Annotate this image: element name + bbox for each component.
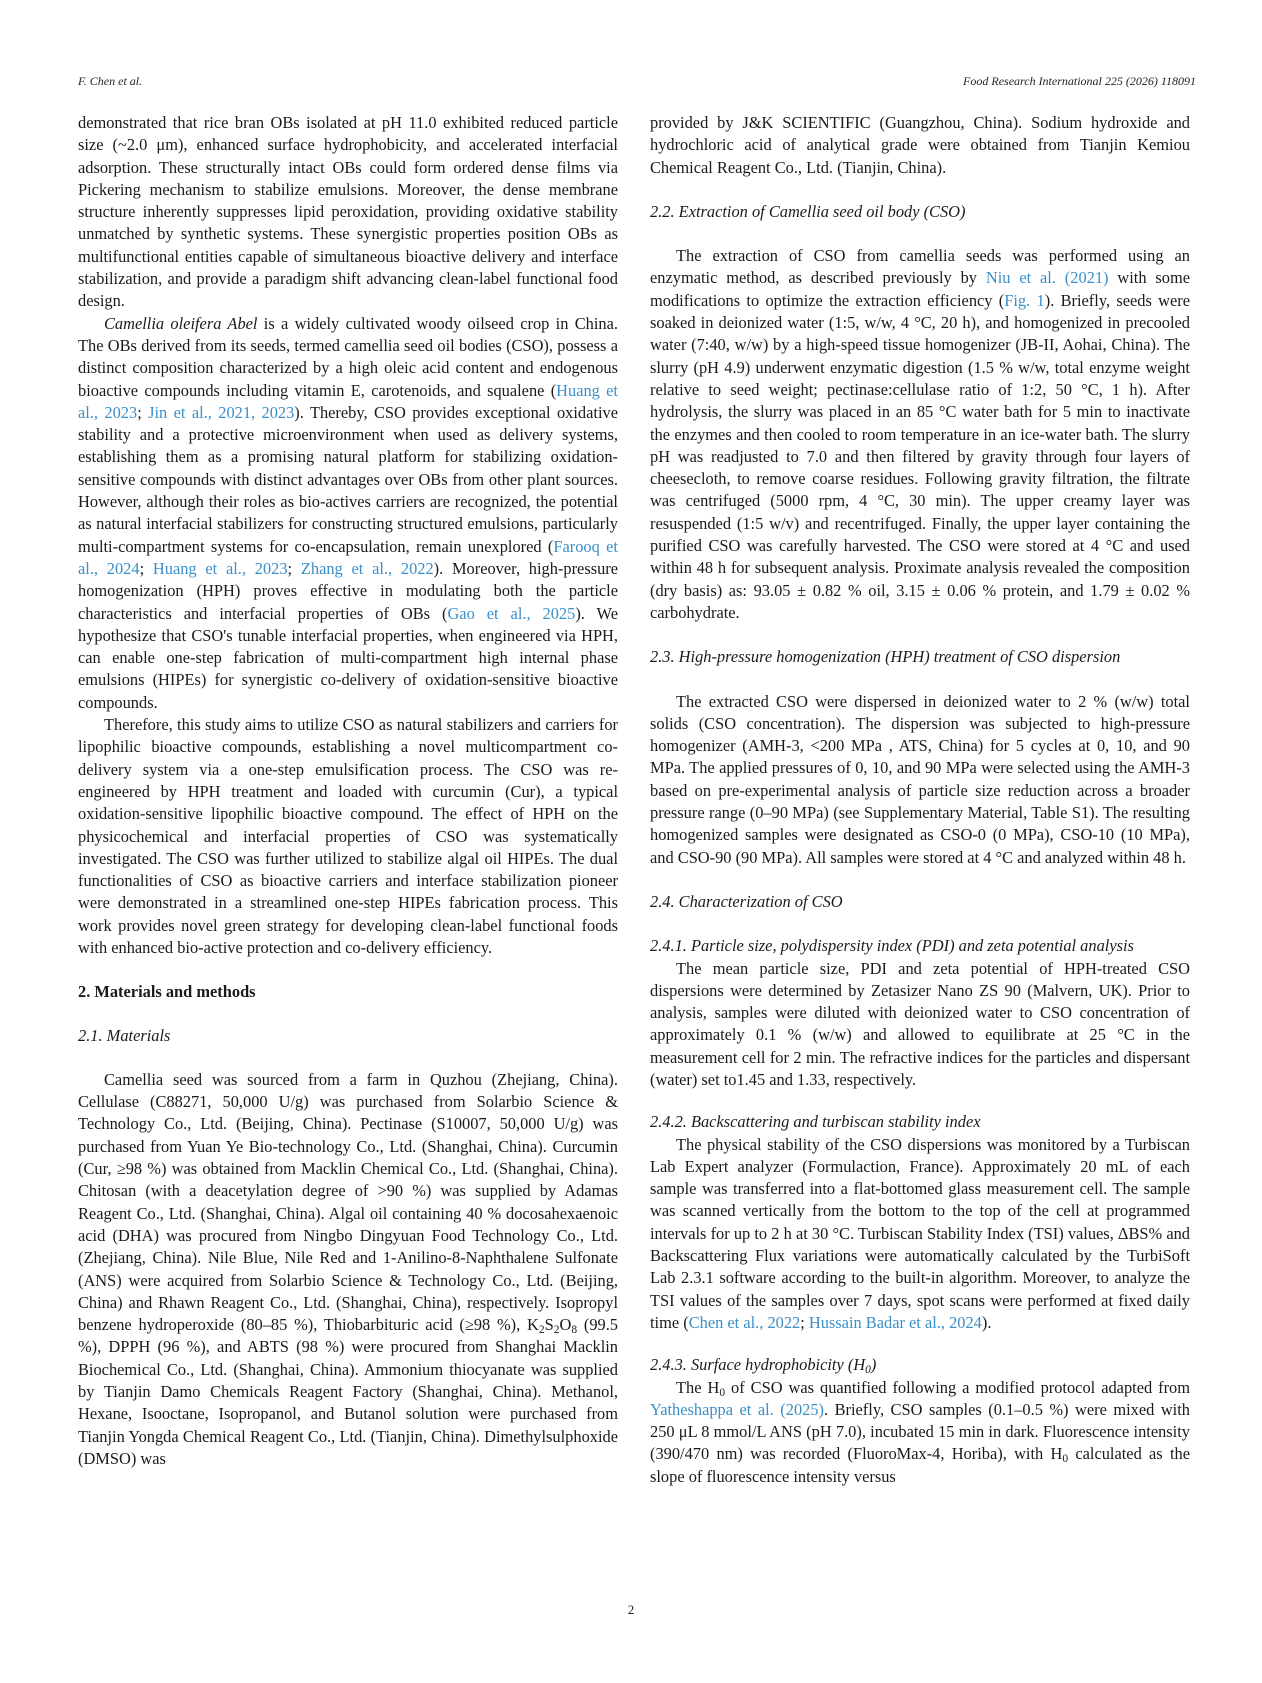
text: calculated as the slope of fluorescence intensity versus (650, 1444, 1190, 1486)
text: O (559, 1315, 572, 1335)
paragraph-hph: The extracted CSO were dispersed in deionized water to 2 % (w/w) total solids (CSO concentration). The dispersion was subjected to high-pressure homogenizer (AMH-3, <200 MPa , ATS, China) for 5 cycles at 0, 10, and 90 MPa. The applied pressures of 0, 10, and 90 MPa were selected using the AMH-3 based on pre-experimental analysis of particle size reduction across a broader pressure range (0–90 MPa) (see Supplementary Material, Table S1). The resulting homogenized samples were designated as CSO-0 (0 MPa), CSO-10 (10 MPa), and CSO-90 (90 MPa). All samples were stored at 4 °C and analyzed within 48 h. (650, 691, 1190, 867)
text: ; (137, 402, 149, 422)
paragraph-camellia (78, 313, 618, 714)
text: The physical stability of the CSO dispersions was monitored by a Turbiscan Lab Expert analyzer (Formulaction, France). Approximately 20 mL of each sample was transferred into a flat-bottomed glass measurement cell. The sample was scanned vertically from the bottom to the top of the cell at programmed intervals for up to 2 h at 30 °C. Turbiscan Stability Index (TSI) values, ΔBS% and Backscattering Flux variations were automatically calculated by the TurbiSoft Lab 2.3.1 software according to the built-in algorithm. Moreover, to analyze the TSI values of the samples over 7 days, spot scans were performed at fixed daily time ( (650, 1134, 1190, 1332)
paragraph-intro-continued: demonstrated that rice bran OBs isolated at pH 11.0 exhibited reduced particle size (~2.0 μm), enhanced surface hydrophobicity, and accelerated interfacial adsorption. These structurally intact OBs could form ordered dense films via Pickering mechanism to stabilize emulsions. Moreover, the dense membrane structure inherently suppresses lipid peroxidation, providing oxidative stability unmatched by synthetic systems. These synergistic properties position OBs as multifunctional entities capable of simultaneous bioactive delivery and interface stabilization, and provide a paradigm shift advancing clean-label functional food design. (78, 113, 618, 311)
subscript: 2 (538, 1324, 545, 1337)
text: ) (870, 1355, 877, 1375)
text: with some modifications to optimize the extraction efficiency ( (650, 268, 1190, 310)
page-number: 2 (627, 1602, 635, 1617)
running-head-authors: F. Chen et al. (78, 74, 143, 88)
subsection-heading-characterization: 2.4. Characterization of CSO (650, 891, 843, 911)
text: ). Briefly, seeds were soaked in deionized water (1:5, w/w, 4 °C, 20 h), and homogenized in precooled water (7:40, w/w) by a high-speed tissue homogenizer (JB-II, Aohai, China). The slurry (pH 4.9) underwent enzymatic digestion (1.5 % w/w, total enzyme weight relative to seed weight; pectinase:cellulase ratio of 1:2, 50 °C, 1 h). After hydrolysis, the slurry was placed in an 85 °C water bath for 5 min to inactivate the enzymes and then cooled to room temperature in an ice-water bath. The slurry pH was readjusted to 7.0 and then filtered by gravity through four layers of cheesecloth, to remove coarse residues. Following gravity filtration, the filtrate was centrifuged (5000 rpm, 4 °C, 30 min). The upper creamy layer was resuspended (1:5 w/v) and recentrifuged. Finally, the upper layer containing the purified CSO was carefully harvested. The CSO were stored at 4 °C and used within 48 h for subsequent analysis. Proximate analysis revealed the composition (dry basis) as: 93.05 ± 0.82 % oil, 3.15 ± 0.06 % protein, and 1.79 ± 0.02 % carbohydrate. (650, 290, 1190, 622)
citation-link[interactable]: Huang et al., 2023 (152, 558, 288, 578)
subsection-heading-extraction: 2.2. Extraction of Camellia seed oil body (CSO) (650, 201, 966, 221)
subsubsection-heading-hydrophobicity (650, 1354, 1190, 1376)
text: of CSO was quantified following a modified protocol adapted from (725, 1377, 1191, 1397)
text: . Briefly, CSO samples (0.1–0.5 %) were mixed with 250 μL 8 mmol/L ANS (pH 7.0), incubated 15 min in dark. Fluorescence intensity (390/470 nm) was recorded (FluoroMax-4, Horiba), with H (650, 1399, 1190, 1464)
subsection-heading-hph: 2.3. High-pressure homogenization (HPH) treatment of CSO dispersion (650, 647, 1121, 667)
citation-link[interactable]: Gao et al., 2025 (447, 603, 576, 623)
text: (99.5 %), DPPH (96 %), and ABTS (98 %) were procured from Shanghai Macklin Biochemical Co., Ltd. (Shanghai, China). Ammonium thiocyanate was supplied by Tianjin Damo Chemicals Reagent Factory (Shanghai, China). Methanol, Hexane, Isooctane, Isopropanol, and Butanol solution were purchased from Tianjin Yongda Chemical Reagent Co., Ltd. (Tianjin, China). Dimethylsulphoxide (DMSO) was (78, 1315, 619, 1468)
subsubsection-heading-turbiscan: 2.4.2. Backscattering and turbiscan stability index (650, 1112, 981, 1132)
paragraph-extraction (650, 245, 1190, 624)
subscript: 2 (553, 1324, 560, 1337)
paragraph-particle-size: The mean particle size, PDI and zeta potential of HPH-treated CSO dispersions were determined by Zetasizer Nano ZS 90 (Malvern, UK). Prior to analysis, samples were diluted with deionized water to CSO concentration of approximately 0.1 % (w/w) and allowed to equilibrate at 25 °C in the measurement cell for 2 min. The refractive indices for the particles and dispersant (water) set to1.45 and 1.33, respectively. (650, 958, 1190, 1089)
running-head-journal: Food Research International 225 (2026) 118091 (963, 74, 1196, 88)
citation-link[interactable]: Hussain Badar et al., 2024 (808, 1312, 982, 1332)
subscript: 0 (719, 1386, 726, 1399)
subsection-heading-materials: 2.1. Materials (78, 1025, 171, 1045)
citation-link[interactable]: Yatheshappa et al. (2025) (650, 1399, 824, 1419)
text: ; (139, 558, 153, 578)
text: ). We hypothesize that CSO's tunable interfacial properties, when engineered via HPH, can enable one-step fabrication of multi-compartment high internal phase emulsions (HIPEs) for synergistic co-delivery of oxidation-sensitive bioactive compounds. (78, 603, 618, 712)
paragraph-study-aims: Therefore, this study aims to utilize CSO as natural stabilizers and carriers for lipophilic bioactive compounds, establishing a novel multicompartment co-delivery system via a one-step emulsification process. The CSO was re-engineered by HPH treatment and loaded with curcumin (Cur), a typical oxidation-sensitive lipophilic bioactive compound. The effect of HPH on the physicochemical and interfacial properties of CSO was systematically investigated. The CSO was further utilized to stabilize algal oil HIPEs. The dual functionalities of CSO as bioactive carriers and interface stabilization pioneer were demonstrated in a streamlined one-step HIPEs fabrication process. This work provides novel green strategy for developing clean-label functional foods with enhanced bio-active protection and co-delivery efficiency. (78, 715, 618, 957)
text: Camellia seed was sourced from a farm in Quzhou (Zhejiang, China). Cellulase (C88271, 50,000 U/g) was purchased from Solarbio Science & Technology Co., Ltd. (Beijing, China). Pectinase (S10007, 50,000 U/g) was purchased from Yuan Ye Bio-technology Co., Ltd. (Shanghai, China). Curcumin (Cur, ≥98 %) was obtained from Macklin Chemical Co., Ltd. (Shanghai, China). Chitosan (with a deacetylation degree of >90 %) was supplied by Adamas Reagent Co., Ltd. (Shanghai, China). Algal oil containing 40 % docosahexaenoic acid (DHA) was procured from Ningbo Dingyuan Food Technology Co., Ltd. (Zhejiang, China). Nile Blue, Nile Red and 1-Anilino-8-Naphthalene Sulfonate (ANS) were acquired from Solarbio Science & Technology Co., Ltd. (Beijing, China) and Rhawn Reagent Co., Ltd. (Shanghai, China), respectively. Isopropyl benzene hydroperoxide (80–85 %), Thiobarbituric acid (≥98 %), (78, 1069, 618, 1335)
paragraph-materials (78, 1069, 618, 1470)
text: ). Thereby, CSO provides exceptional oxidative stability and a protective microenvironment when used as delivery systems, establishing them as a promising natural platform for stabilizing oxidation-sensitive compounds with distinct advantages over OBs from other plant sources. However, although their roles as bio-actives carriers are recognized, the potential as natural interfacial stabilizers for constructing structured emulsions, particularly multi-compartment systems for co-encapsulation, remain unexplored ( (78, 402, 618, 556)
text: ; (800, 1312, 809, 1332)
species-name: Camellia oleifera Abel (104, 313, 258, 333)
text: The H (676, 1377, 720, 1397)
section-heading-materials-methods: 2. Materials and methods (78, 982, 256, 1002)
citation-link[interactable]: Chen et al., 2022 (688, 1312, 801, 1332)
citation-link[interactable]: Huang et al., 2023 (78, 380, 618, 422)
text: ). Moreover, high-pressure homogenization (HPH) proves effective in modulating both the particle characteristics and interfacial properties of OBs ( (78, 558, 619, 623)
citation-link[interactable]: Jin et al., 2021, 2023 (148, 402, 295, 422)
subscript: 0 (1062, 1453, 1069, 1466)
text: 2.4.3. Surface hydrophobicity (H (650, 1355, 866, 1375)
left-column (78, 112, 618, 1470)
text: K (527, 1315, 539, 1335)
text: S (544, 1315, 554, 1335)
subsubsection-heading-particle-size: 2.4.1. Particle size, polydispersity index (PDI) and zeta potential analysis (650, 936, 1134, 956)
text: The extraction of CSO from camellia seeds was performed using an enzymatic method, as described previously by (650, 246, 1190, 288)
subscript: 8 (571, 1324, 578, 1337)
text: ; (287, 558, 301, 578)
citation-link[interactable]: Niu et al. (2021) (985, 268, 1109, 288)
figure-link[interactable]: Fig. 1 (1004, 290, 1045, 310)
paragraph-turbiscan (650, 1134, 1190, 1335)
right-column (650, 112, 1190, 1488)
paragraph-materials-continued: provided by J&K SCIENTIFIC (Guangzhou, China). Sodium hydroxide and hydrochloric acid of analytical grade were obtained from Tianjin Kemiou Chemical Reagent Co., Ltd. (Tianjin, China). (650, 113, 1190, 177)
citation-link[interactable]: Zhang et al., 2022 (300, 558, 434, 578)
text: ). (981, 1312, 992, 1332)
paragraph-hydrophobicity (650, 1377, 1190, 1488)
subscript: 0 (865, 1364, 871, 1377)
citation-link[interactable]: Farooq et al., 2024 (78, 536, 618, 578)
text: is a widely cultivated woody oilseed crop in China. The OBs derived from its seeds, termed camellia seed oil bodies (CSO), possess a distinct composition characterized by a high oleic acid content and endogenous bioactive compounds including vitamin E, carotenoids, and squalene ( (78, 313, 618, 400)
